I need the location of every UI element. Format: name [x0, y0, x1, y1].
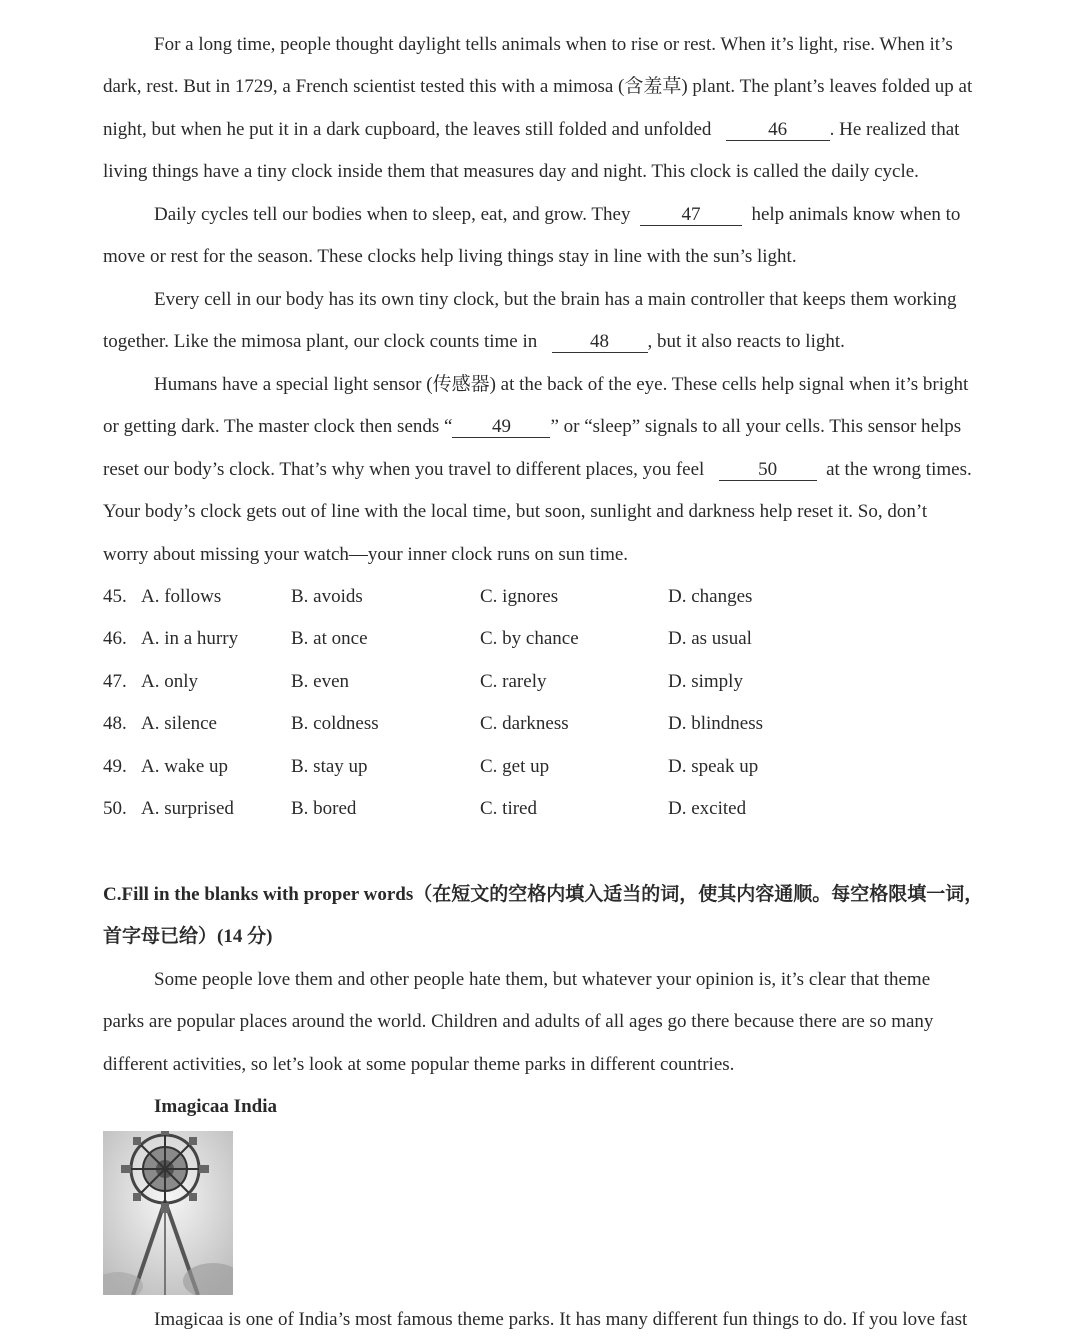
option-a: A. surprised	[141, 798, 234, 819]
option-b: B. bored	[291, 798, 357, 819]
passage-text: Some people love them and other people hate them, but whatever your opinion is, it’s clear that theme	[154, 969, 931, 990]
question-number: 46.	[103, 628, 127, 649]
passage-line-13	[103, 543, 979, 567]
passage-text: . He realized that	[829, 119, 960, 140]
passage-text: parks are popular places around the world. Children and adults of all ages go there because there are so many	[103, 1011, 934, 1032]
section-c-intro-line-3	[103, 1053, 979, 1077]
passage-text: Every cell in our body has its own tiny clock, but the brain has a main controller that keeps them working	[154, 289, 957, 310]
passage-text: night, but when he put it in a dark cupboard, the leaves still folded and unfolded	[103, 119, 712, 140]
passage-text: together. Like the mimosa plant, our clock counts time in	[103, 331, 538, 352]
option-a: A. only	[141, 671, 198, 692]
question-45-options	[103, 585, 979, 609]
question-number: 45.	[103, 586, 127, 607]
blank-47: 47	[640, 205, 742, 226]
option-c: C. tired	[480, 798, 537, 819]
option-b: B. even	[291, 671, 350, 692]
passage-text: help animals know when to	[751, 204, 961, 225]
passage-text: Daily cycles tell our bodies when to sleep, eat, and grow. They	[154, 204, 631, 225]
passage-text: ” or “sleep” signals to all your cells. This sensor helps	[550, 416, 962, 437]
subheading-imagicaa: Imagicaa India	[154, 1096, 277, 1117]
option-b: B. avoids	[291, 586, 363, 607]
passage-line-8	[103, 330, 979, 354]
passage-text: different activities, so let’s look at some popular theme parks in different countries.	[103, 1054, 735, 1075]
passage-line-10	[103, 415, 979, 439]
option-a: A. follows	[141, 586, 222, 607]
blank-50: 50	[719, 460, 817, 481]
passage-text: For a long time, people thought daylight tells animals when to rise or rest. When it’s light, rise. When it’s	[154, 34, 953, 55]
passage-text: move or rest for the season. These clocks help living things stay in line with the sun’s light.	[103, 246, 797, 267]
question-number: 50.	[103, 798, 127, 819]
option-c: C. get up	[480, 756, 550, 777]
option-b: B. stay up	[291, 756, 368, 777]
passage-line-5	[154, 203, 979, 227]
option-d: D. as usual	[668, 628, 752, 649]
passage-text: at the wrong times.	[826, 459, 972, 480]
passage-line-9	[154, 373, 979, 397]
question-46-options	[103, 627, 979, 651]
option-a: A. silence	[141, 713, 217, 734]
option-d: D. simply	[668, 671, 743, 692]
option-c: C. ignores	[480, 586, 559, 607]
passage-line-1	[154, 33, 979, 57]
question-50-options	[103, 797, 979, 821]
passage-line-4	[103, 160, 979, 184]
ride-illustration	[103, 1131, 233, 1295]
question-number: 49.	[103, 756, 127, 777]
option-b: B. coldness	[291, 713, 379, 734]
option-a: A. wake up	[141, 756, 229, 777]
blank-49: 49	[452, 417, 550, 438]
passage-line-3	[103, 118, 979, 142]
question-47-options	[103, 670, 979, 694]
passage-text: or getting dark. The master clock then sends “	[103, 416, 453, 437]
blank-46: 46	[726, 120, 830, 141]
option-d: D. changes	[668, 586, 753, 607]
section-c-intro-line-2	[103, 1010, 979, 1034]
passage-text: , but it also reacts to light.	[647, 331, 845, 352]
option-a: A. in a hurry	[141, 628, 239, 649]
blank-48: 48	[552, 332, 648, 353]
passage-line-7	[154, 288, 979, 312]
option-b: B. at once	[291, 628, 368, 649]
passage-text: living things have a tiny clock inside them that measures day and night. This clock is called the daily cycle.	[103, 161, 919, 182]
option-c: C. darkness	[480, 713, 569, 734]
option-c: C. by chance	[480, 628, 579, 649]
question-49-options	[103, 755, 979, 779]
passage-text: reset our body’s clock. That’s why when you travel to different places, you feel	[103, 459, 705, 480]
question-48-options	[103, 712, 979, 736]
passage-text: Imagicaa is one of India’s most famous theme parks. It has many different fun things to do. If you love fast	[154, 1309, 968, 1330]
imagicaa-description-line	[154, 1308, 979, 1332]
question-number: 47.	[103, 671, 127, 692]
option-c: C. rarely	[480, 671, 547, 692]
passage-line-12	[103, 500, 979, 524]
option-d: D. speak up	[668, 756, 759, 777]
option-d: D. excited	[668, 798, 747, 819]
section-c-heading-cont: 首字母已给）(14 分)	[103, 926, 273, 947]
passage-text: Your body’s clock gets out of line with the local time, but soon, sunlight and darkness help reset it. So, don’t	[103, 501, 928, 522]
question-number: 48.	[103, 713, 127, 734]
passage-line-2	[103, 75, 979, 99]
passage-text: dark, rest. But in 1729, a French scientist tested this with a mimosa (含羞草) plant. The plant’s leaves folded up at	[103, 76, 973, 97]
passage-text: Humans have a special light sensor (传感器) at the back of the eye. These cells help signal when it’s bright	[154, 374, 969, 395]
passage-line-6	[103, 245, 979, 269]
passage-line-11	[103, 458, 979, 482]
passage-text: worry about missing your watch—your inner clock runs on sun time.	[103, 544, 629, 565]
theme-park-ride-photo	[103, 1131, 233, 1295]
section-c-intro-line-1	[154, 968, 979, 992]
option-d: D. blindness	[668, 713, 763, 734]
section-c-heading: C.Fill in the blanks with proper words（在短文的空格内填入适当的词，使其内容通顺。每空格限填一词，	[103, 884, 984, 905]
